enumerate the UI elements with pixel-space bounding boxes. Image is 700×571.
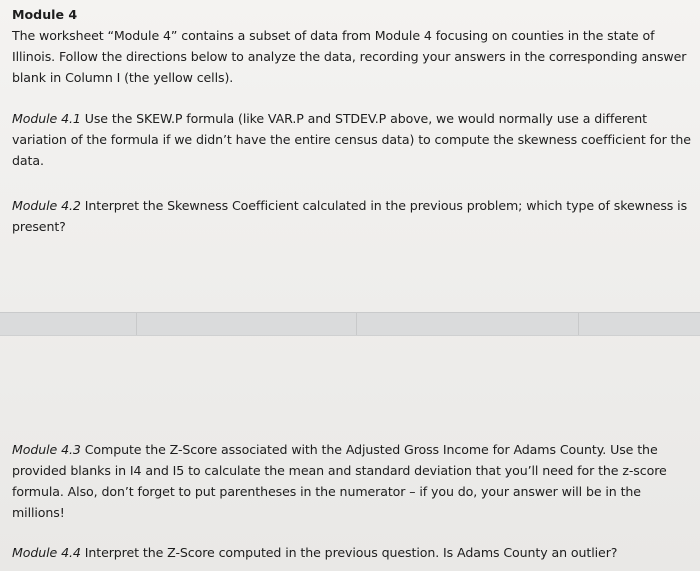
- question-4-4-cell[interactable]: [12, 542, 696, 563]
- question-4-1-text: [12, 108, 696, 171]
- column-gridline: [578, 313, 579, 335]
- question-4-1-body: Use the SKEW.P formula (like VAR.P and STDEV.P above, we would normally use a different variation of the formula if we didn’t have the entire census data) to compute the skewness coefficient for the data.: [12, 111, 691, 168]
- question-4-3-cell[interactable]: [12, 439, 696, 523]
- question-4-2-body: Interpret the Skewness Coefficient calculated in the previous problem; which type of skewness is present?: [12, 198, 688, 234]
- question-4-3-label: Module 4.3: [12, 442, 81, 457]
- question-4-4-label: Module 4.4: [12, 545, 81, 560]
- question-4-1-label: Module 4.1: [12, 111, 81, 126]
- question-4-3-text: [12, 439, 696, 523]
- question-4-1-cell[interactable]: [12, 108, 696, 171]
- question-4-2-cell[interactable]: [12, 195, 696, 237]
- module-intro-cell[interactable]: [12, 25, 696, 88]
- module-intro-text: The worksheet “Module 4” contains a subset of data from Module 4 focusing on counties in the state of Illinois. Follow the directions below to analyze the data, recording your answers in the corresponding answer blank in Column I (the yellow cells).: [12, 28, 687, 85]
- question-4-2-text: [12, 195, 696, 237]
- column-gridline: [356, 313, 357, 335]
- question-4-2-label: Module 4.2: [12, 198, 81, 213]
- module-heading: Module 4: [12, 7, 78, 22]
- question-4-4-body: Interpret the Z-Score computed in the previous question. Is Adams County an outlier?: [80, 545, 618, 560]
- question-4-4-text: [12, 542, 696, 563]
- question-4-3-body: Compute the Z-Score associated with the Adjusted Gross Income for Adams County. Use the provided blanks in I4 and I5 to calculate the mean and standard deviation that you’ll need for the z-score formula. Also, don’t forget to put parentheses in the numerator – if you do, your answer will be in the millions!: [12, 442, 667, 520]
- row-separator: [0, 312, 700, 336]
- column-gridline: [136, 313, 137, 335]
